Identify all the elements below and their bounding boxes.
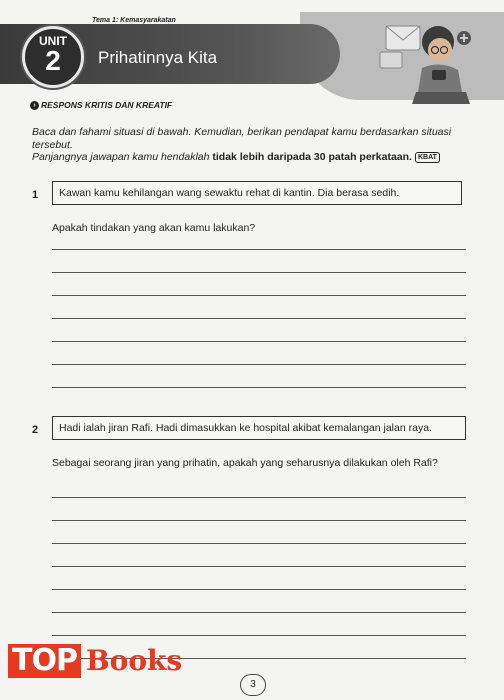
question-prompt: Sebagai seorang jiran yang prihatin, apakah yang seharusnya dilakukan oleh Rafi? [52,457,438,469]
logo-top-text: TOP [8,644,81,678]
logo-books-text: Books [86,644,183,677]
answer-line[interactable] [52,543,466,544]
topbooks-logo [8,644,188,684]
situation-box: Kawan kamu kehilangan wang sewaktu rehat di kantin. Dia berasa sedih. [52,181,462,205]
answer-line[interactable] [52,589,466,590]
answer-line[interactable] [52,295,466,296]
answer-line[interactable] [52,272,466,273]
instruction-length: Panjangnya jawapan kamu hendaklah tidak lebih daripada 30 patah perkataan. KBAT [32,151,482,164]
question-number: 2 [32,424,39,436]
kbat-badge: KBAT [415,152,440,163]
answer-line[interactable] [52,364,466,365]
question-prompt: Apakah tindakan yang akan kamu lakukan? [52,222,256,234]
answer-line[interactable] [52,341,466,342]
arrow-icon: › [30,101,39,110]
answer-line[interactable] [52,520,466,521]
page-number: 3 [240,674,266,696]
question-number: 1 [32,189,39,201]
answer-line[interactable] [52,635,466,636]
section-heading: › RESPONS KRITIS DAN KREATIF [30,100,172,110]
instruction-text: Baca dan fahami situasi di bawah. Kemudian, berikan pendapat kamu berdasarkan situasi tersebut. [32,126,452,151]
answer-line[interactable] [52,387,466,388]
answer-line[interactable] [52,249,466,250]
answer-line[interactable] [52,318,466,319]
theme-label: Tema 1: Kemasyarakatan [92,17,176,24]
situation-box: Hadi ialah jiran Rafi. Hadi dimasukkan ke hospital akibat kemalangan jalan raya. [52,416,466,440]
answer-line[interactable] [52,612,466,613]
unit-number: 2 [45,45,61,76]
unit-word: UNIT [39,34,67,48]
answer-line[interactable] [52,497,466,498]
unit-badge [22,26,84,88]
answer-line[interactable] [52,566,466,567]
unit-title: Prihatinnya Kita [98,48,218,67]
boy-with-phone-illustration [378,18,488,108]
